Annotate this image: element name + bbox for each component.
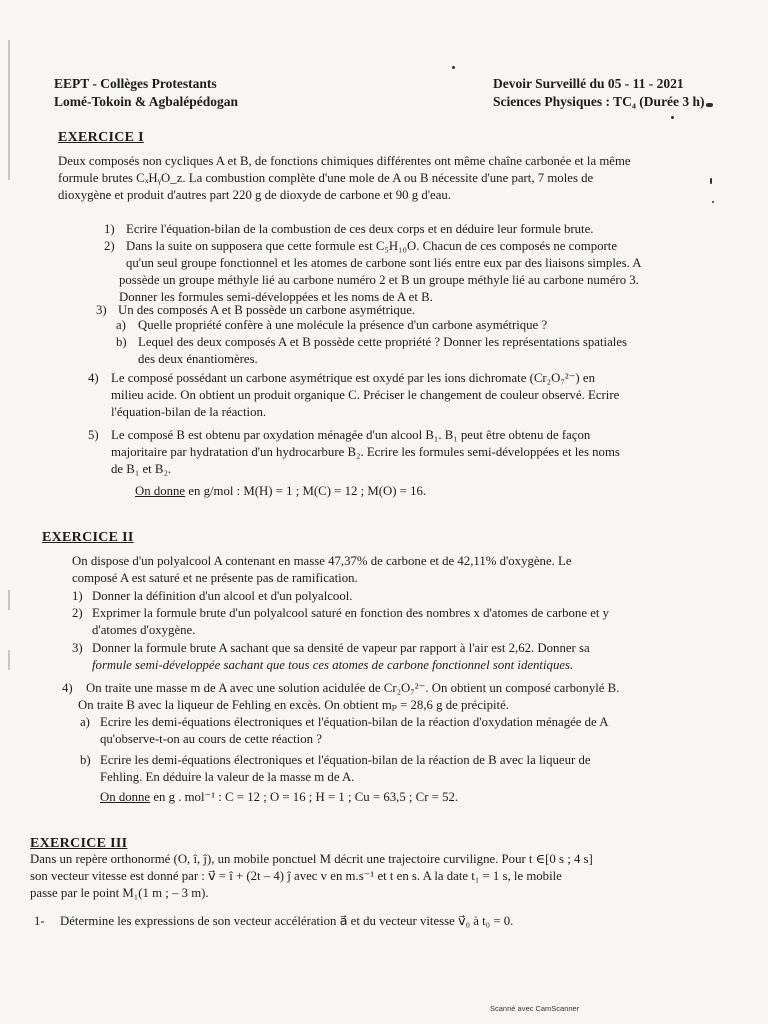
exam-subject: Sciences Physiques : TC₄ (Durée 3 h): [493, 94, 705, 109]
ex1-question-1: 1) Ecrire l'équation-bilan de la combustion de ces deux corps et en déduire leur formule brute.: [104, 222, 594, 236]
ex1-question-3: 3) Un des composés A et B possède un carbone asymétrique.: [96, 303, 416, 317]
exercise-2-intro: On dispose d'un polyalcool A contenant en masse 47,37% de carbone et de 42,11% d'oxygène. Le composé A est saturé et ne présente pas de ramification.: [72, 554, 572, 585]
ex1-given-data: On donne en g/mol : M(H) = 1 ; M(C) = 12 ; M(O) = 16.: [135, 484, 427, 498]
scan-edge-shadow: [8, 40, 10, 180]
scanner-watermark: Scanné avec CamScanner: [490, 1004, 580, 1013]
exercise-1-title: EXERCICE I: [58, 130, 144, 145]
exercise-1-intro: Deux composés non cycliques A et B, de fonctions chimiques différentes ont même chaîne carbonée et la même formule brutes CₓHᵧO_z. La combustion complète d'une mole de A ou B nécessite d'une part, 7 moles de dioxygène et produit d'autres part 220 g de dioxyde de carbone et 90 g d'eau.: [58, 154, 631, 202]
ex2-question-4: 4) On traite une masse m de A avec une solution acidulée de Cr₂O₇²⁻. On obtient un composé carbonylé B. On traite B avec la liqueur de Fehling en excès. On obtient mₚ = 28,6 g de précipité.: [62, 681, 620, 712]
school-locations: Lomé-Tokoin & Agbalépédogan: [54, 94, 239, 109]
exercise-2-title: EXERCICE II: [42, 530, 134, 545]
exam-header: [493, 75, 705, 111]
ex2-question-4a: a) Ecrire les demi-équations électroniques et l'équation-bilan de la réaction d'oxydation ménagée de A qu'observe-t-on au cours de cette réaction ?: [80, 715, 609, 746]
exercise-3-intro: Dans un repère orthonormé (O, î, ĵ), un mobile ponctuel M décrit une trajectoire curviligne. Pour t ∈[0 s ; 4 s] son vecteur vitesse est donné par : v⃗ = î + (2t – 4) ĵ avec v en m.s⁻¹ et t en s. A la date t₁ = 1 s, le mobile passe par le point M₁(1 m ; – 3 m).: [30, 852, 593, 900]
ex1-question-5: 5) Le composé B est obtenu par oxydation ménagée d'un alcool B₁. B₁ peut être obtenu de façon majoritaire par hydratation d'un hydrocarbure B₂. Ecrire les formules semi-développées et les noms de B₁ et B₂.: [88, 428, 620, 476]
ex2-question-3: 3) Donner la formule brute A sachant que sa densité de vapeur par rapport à l'air est 2,62. Donner sa formule semi-développée sachant que tous ces atomes de carbone fonctionnel sont identiques.: [72, 641, 590, 672]
scan-speck: [671, 116, 674, 119]
ex2-question-2: 2) Exprimer la formule brute d'un polyalcool saturé en fonction des nombres x d'atomes de carbone et y d'atomes d'oxygène.: [72, 606, 610, 637]
ex3-question-1: 1- Détermine les expressions de son vecteur accélération a⃗ et du vecteur vitesse v⃗₀ à t₀ = 0.: [34, 914, 514, 928]
ex2-question-4b: b) Ecrire les demi-équations électroniques et l'équation-bilan de la réaction de B avec la liqueur de Fehling. En déduire la valeur de la masse m de A.: [80, 753, 591, 784]
exam-date: Devoir Surveillé du 05 - 11 - 2021: [493, 76, 684, 91]
given-data-label: On donne: [100, 790, 151, 804]
ex1-question-4: 4) Le composé possédant un carbone asymétrique est oxydé par les ions dichromate (Cr₂O₇²⁻) en milieu acide. On obtient un produit organique C. Préciser le changement de couleur observé. Ecrire l'équation-bilan de la réaction.: [88, 371, 620, 419]
school-name: EEPT - Collèges Protestants: [54, 76, 217, 91]
given-data-label: On donne: [135, 484, 186, 498]
ex2-question-1: 1) Donner la définition d'un alcool et d'un polyalcool.: [72, 589, 353, 603]
exercise-3-title: EXERCICE III: [30, 836, 128, 851]
scan-edge-mark: [8, 590, 10, 610]
ex1-question-3b: b) Lequel des deux composés A et B possède cette propriété ? Donner les représentations spatiales des deux énantiomères.: [116, 335, 627, 366]
ex1-question-2: 2) Dans la suite on supposera que cette formule est C₅H₁₀O. Chacun de ces composés ne comporte qu'un seul groupe fonctionnel et les atomes de carbone sont liés entre eux par des liaisons simples. A possède un groupe méthyle lié au carbone numéro 2 et B un groupe méthyle lié au carbone numéro 3. Donner les formules semi-développées et les noms de A et B.: [104, 239, 642, 304]
scan-speck: [706, 103, 713, 107]
scan-speck: [452, 66, 455, 69]
school-header: [54, 75, 238, 111]
ex2-given-data: On donne en g . mol⁻¹ : C = 12 ; O = 16 ; H = 1 ; Cu = 63,5 ; Cr = 52.: [100, 790, 459, 804]
scan-edge-mark: [8, 650, 10, 670]
ex1-question-3a: a) Quelle propriété confère à une molécule la présence d'un carbone asymétrique ?: [116, 318, 548, 332]
